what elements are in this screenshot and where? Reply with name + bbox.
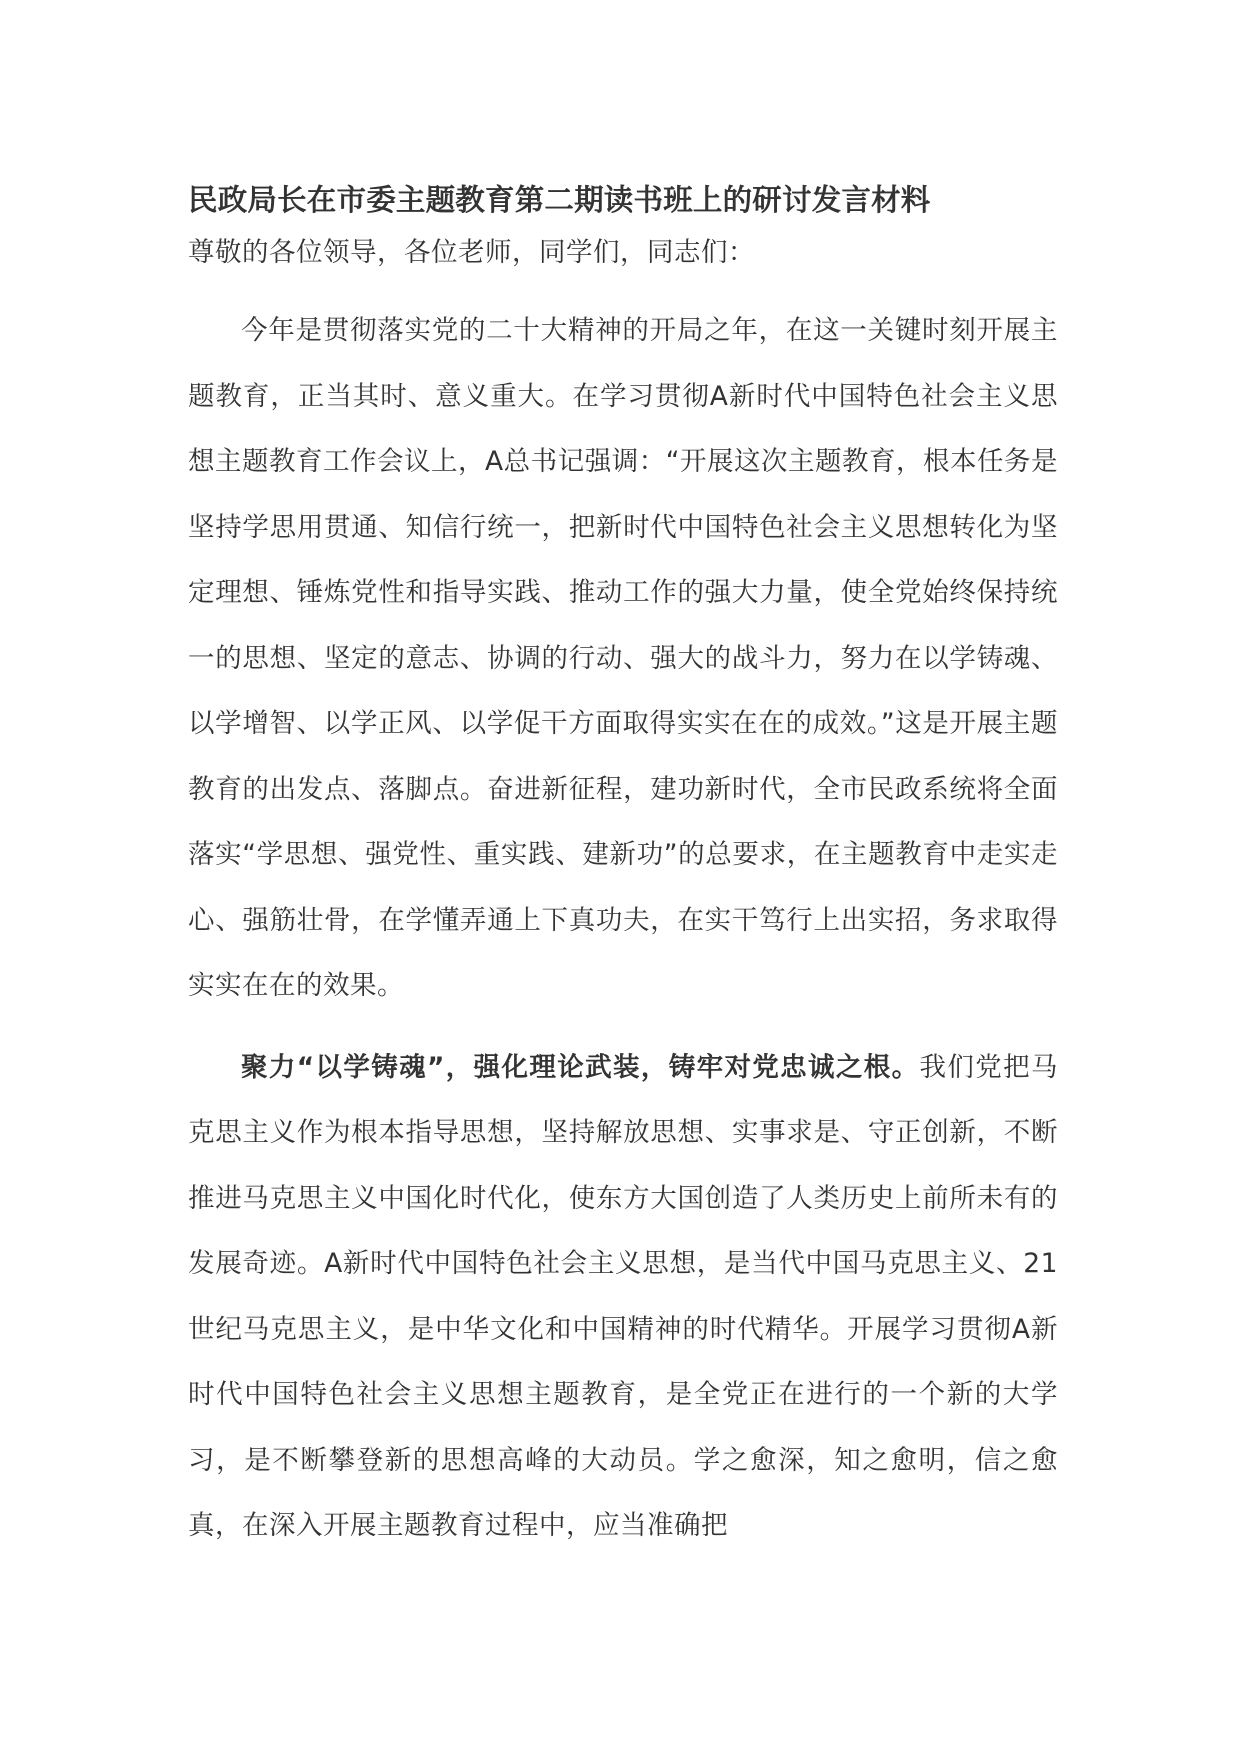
document-title: 民政局长在市委主题教育第二期读书班上的研讨发言材料 <box>188 183 931 217</box>
paragraph-intro <box>188 298 1058 1019</box>
paragraph-theme-one-text: 我们党把马克思主义作为根本指导思想，坚持解放思想、实事求是、守正创新，不断推进马克思主义中国化时代化，使东方大国创造了人类历史上前所未有的发展奇迹。A新时代中国特色社会主义思想，是当代中国马克思主义、21世纪马克思主义，是中华文化和中国精神的时代精华。开展学习贯彻A新时代中国特色社会主义思想主题教育，是全党正在进行的一个新的大学习，是不断攀登新的思想高峰的大动员。学之愈深，知之愈明，信之愈真，在深入开展主题教育过程中，应当准确把 <box>188 1051 1059 1541</box>
paragraph-theme-one-lead: 聚力“以学铸魂”，强化理论武装，铸牢对党忠诚之根。 <box>241 1051 920 1083</box>
paragraph-intro-text: 今年是贯彻落实党的二十大精神的开局之年，在这一关键时刻开展主题教育，正当其时、意义重大。在学习贯彻A新时代中国特色社会主义思想主题教育工作会议上，A总书记强调：“开展这次主题教育，根本任务是坚持学思用贯通、知信行统一，把新时代中国特色社会主义思想转化为坚定理想、锤炼党性和指导实践、推动工作的强大力量，使全党始终保持统一的思想、坚定的意志、协调的行动、强大的战斗力，努力在以学铸魂、以学增智、以学正风、以学促干方面取得实实在在的成效。”这是开展主题教育的出发点、落脚点。奋进新征程，建功新时代，全市民政系统将全面落实“学思想、强党性、重实践、建新功”的总要求，在主题教育中走实走心、强筋壮骨，在学懂弄通上下真功夫，在实干笃行上出实招，务求取得实实在在的效果。 <box>188 315 1058 1001</box>
paragraph-theme-one <box>188 1035 1058 1559</box>
document-body <box>188 178 1058 1559</box>
greeting-line: 尊敬的各位领导，各位老师，同学们，同志们： <box>188 237 755 268</box>
